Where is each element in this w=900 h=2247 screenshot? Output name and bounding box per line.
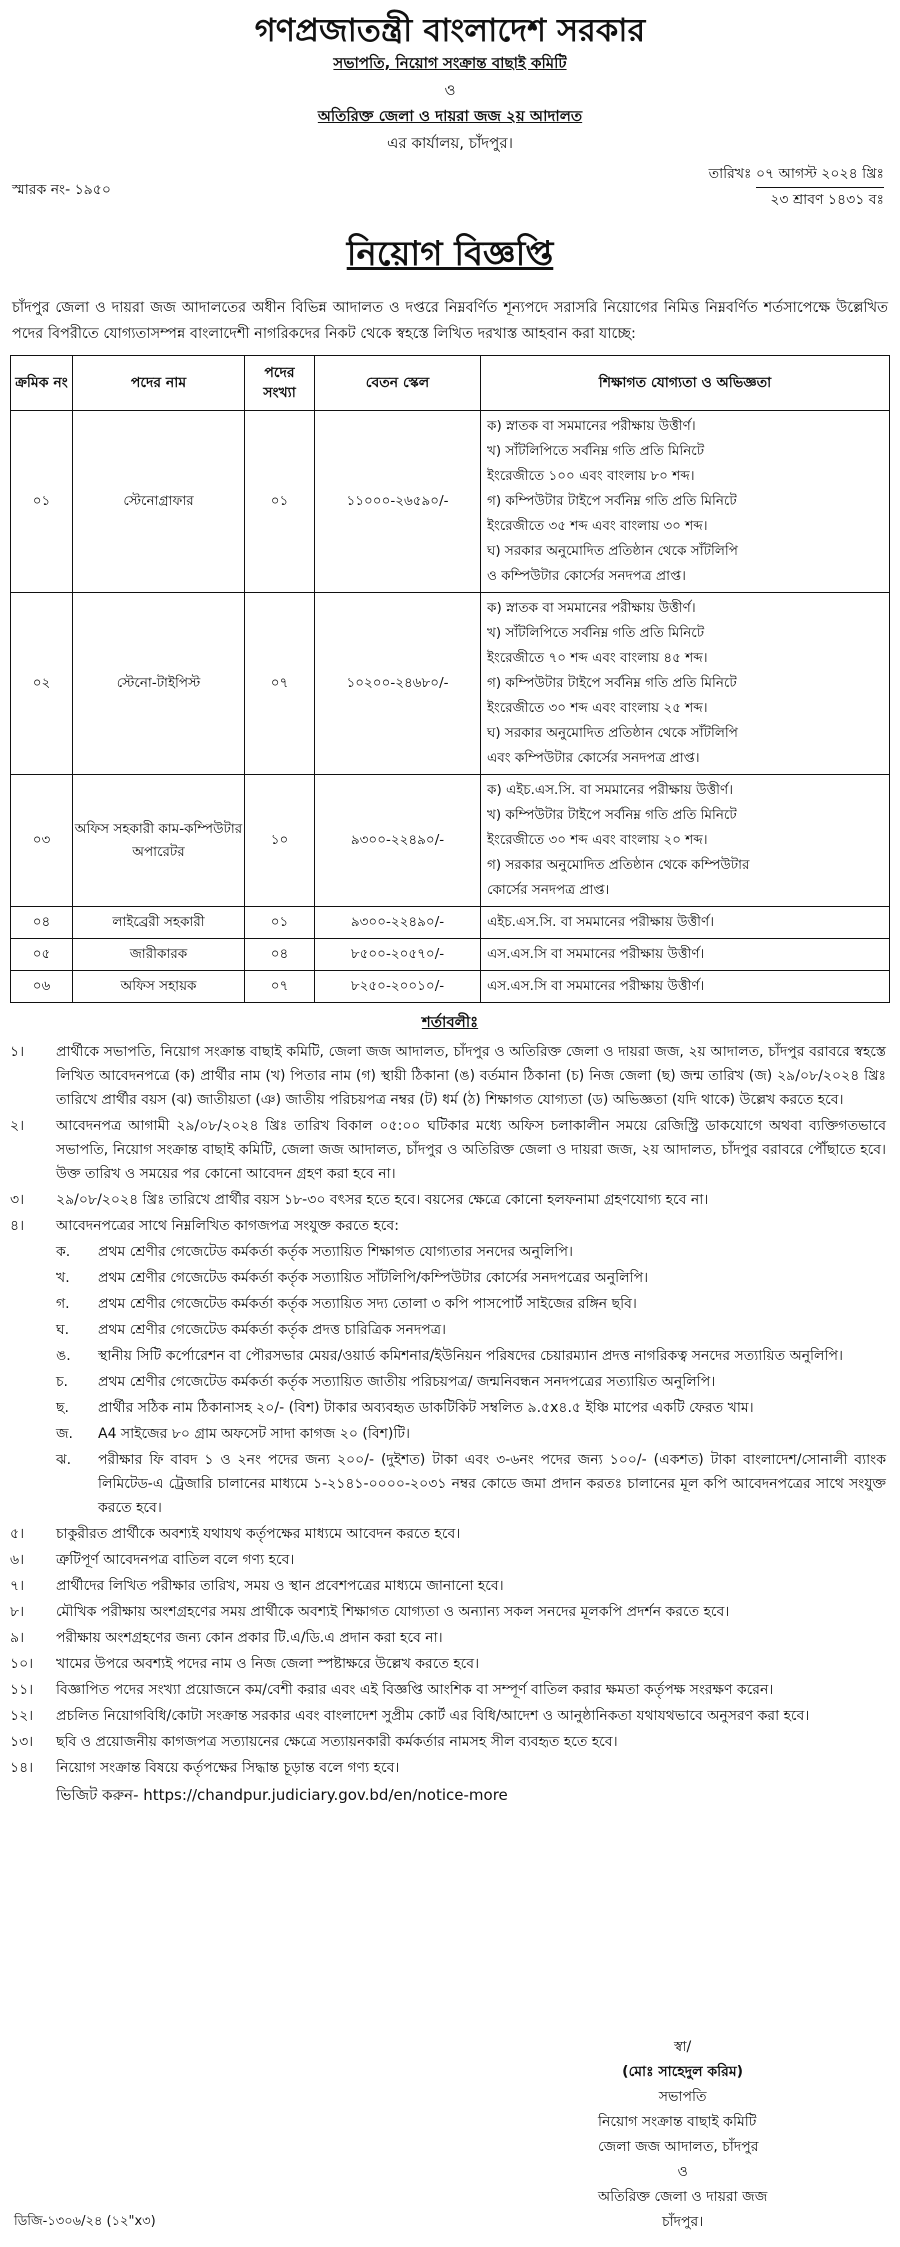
term-item-number: ৫। [10, 1526, 25, 1542]
signatory-line-2: জেলা জজ আদালত, চাঁদপুর [598, 2139, 759, 2155]
attachment-item-number: ঘ. [56, 1322, 70, 1338]
term-item-text: খামের উপরে অবশ্যই পদের নাম ও নিজ জেলা স্পষ্টাক্ষরে উল্লেখ করতে হবে। [56, 1656, 480, 1672]
count-cell: ০১ [245, 907, 315, 939]
qualification-line: কোর্সের সনদপত্র প্রাপ্ত। [487, 882, 610, 898]
qualification-cell [481, 593, 890, 775]
notice-title: নিয়োগ বিজ্ঞপ্তি [346, 234, 554, 274]
term-item-text: পরীক্ষায় অংশগ্রহণের জন্য কোন প্রকার টি.এ/ডি.এ প্রদান করা হবে না। [56, 1630, 443, 1646]
attachment-item [56, 1370, 890, 1394]
term-item-number: ৮। [10, 1604, 25, 1620]
term-item-number: ৭। [10, 1578, 25, 1594]
term-item-text: নিয়োগ সংক্রান্ত বিষয়ে কর্তৃপক্ষের সিদ্ধান্ত চূড়ান্ত বলে গণ্য হবে। [56, 1760, 400, 1776]
attachment-item-number: ঝ. [56, 1452, 72, 1468]
col-pay: বেতন স্কেল [315, 356, 481, 411]
pay-cell: ৮২৫০-২০০১০/- [315, 971, 481, 1003]
col-serial: ক্রমিক নং [11, 356, 73, 411]
qualification-line: গ) সরকার অনুমোদিত প্রতিষ্ঠান থেকে কম্পিউটার [487, 857, 750, 873]
term-item-number: ১০। [10, 1656, 34, 1672]
table-row [11, 775, 890, 907]
attachment-item-text: স্থানীয় সিটি কর্পোরেশন বা পৌরসভার মেয়র/ওয়ার্ড কমিশনার/ইউনিয়ন পরিষদের চেয়ারম্যান প্রদত্ত নাগরিকত্ব সনদের সত্যায়িত অনুলিপি। [98, 1348, 844, 1364]
table-header-row [11, 356, 890, 411]
signature-mark: স্বা/ [673, 2039, 692, 2055]
term-item-text: চাকুরীরত প্রার্থীকে অবশ্যই যথাযথ কর্তৃপক্ষের মাধ্যমে আবেদন করতে হবে। [56, 1526, 461, 1542]
term-item [10, 1522, 890, 1546]
date-label: তারিখঃ [708, 166, 752, 182]
col-count: পদের সংখ্যা [245, 356, 315, 411]
attachment-item-number: খ. [56, 1270, 70, 1286]
term-item-number: ১১। [10, 1682, 34, 1698]
qualification-line: ইংরেজীতে ৩০ শব্দ এবং বাংলায় ২৫ শব্দ। [487, 700, 708, 716]
term-item-number: ১। [10, 1044, 25, 1060]
qualification-cell [481, 775, 890, 907]
qualification-line: ও কম্পিউটার কোর্সের সনদপত্র প্রাপ্ত। [487, 568, 686, 584]
serial-cell: ০৩ [11, 775, 73, 907]
qualification-line: এস.এস.সি বা সমমানের পরীক্ষায় উত্তীর্ণ। [487, 946, 705, 962]
post-cell: জারীকারক [73, 939, 245, 971]
term-item-text: প্রার্থীদের লিখিত পরীক্ষার তারিখ, সময় ও স্থান প্রবেশপত্রের মাধ্যমে জানানো হবে। [56, 1578, 504, 1594]
qualification-line: ইংরেজীতে ৭০ শব্দ এবং বাংলায় ৪৫ শব্দ। [487, 650, 708, 666]
signatory-line-4: অতিরিক্ত জেলা ও দায়রা জজ [598, 2189, 768, 2205]
term-item [10, 1704, 890, 1728]
col-post: পদের নাম [73, 356, 245, 411]
attachment-item-number: গ. [56, 1296, 70, 1312]
qualification-line: এইচ.এস.সি. বা সমমানের পরীক্ষায় উত্তীর্ণ। [487, 914, 715, 930]
term-item [10, 1214, 890, 1238]
term-item [10, 1756, 890, 1780]
qualification-line: এবং কম্পিউটার কোর্সের সনদপত্র প্রাপ্ত। [487, 750, 700, 766]
pay-cell: ৮৫০০-২০৫৭০/- [315, 939, 481, 971]
qualification-line: গ) কম্পিউটার টাইপে সর্বনিম্ন গতি প্রতি মিনিটে [487, 493, 737, 509]
qualification-line: ঘ) সরকার অনুমোদিত প্রতিষ্ঠান থেকে সাঁটলিপি [487, 725, 738, 741]
count-cell: ০৭ [245, 593, 315, 775]
count-cell: ১০ [245, 775, 315, 907]
attachment-item-number: ক. [56, 1244, 71, 1260]
signatory-line-3: ও [677, 2164, 688, 2180]
intro-paragraph: চাঁদপুর জেলা ও দায়রা জজ আদালতের অধীন বিভিন্ন আদালত ও দপ্তরে নিম্নবর্ণিত শূন্যপদে সরাসরি নিয়োগের নিমিত্ত নিম্নবর্ণিত শর্তসাপেক্ষে উল্লেখিত পদের বিপরীতে যোগ্যতাসম্পন্ন বাংলাদেশী নাগরিকদের নিকট থেকে স্বহস্তে লিখিত দরখাস্ত আহবান করা যাচ্ছে: [12, 300, 888, 342]
count-cell: ০৪ [245, 939, 315, 971]
term-item-number: ৩। [10, 1192, 25, 1208]
attachment-item [56, 1344, 890, 1368]
terms-list-2 [10, 1522, 890, 1780]
term-item-number: ১৪। [10, 1760, 34, 1776]
footer-code: ডিজি-১৩০৬/২৪ (১২"x৩) [14, 2214, 156, 2229]
serial-cell: ০৬ [11, 971, 73, 1003]
qualification-cell [481, 411, 890, 593]
attachment-item-text: প্রার্থীর সঠিক নাম ঠিকানাসহ ২০/- (বিশ) টাকার অব্যবহৃত ডাকটিকিট সম্বলিত ৯.৫x৪.৫ ইঞ্চি মাপের একটি ফেরত খাম। [98, 1400, 754, 1416]
post-cell: অফিস সহায়ক [73, 971, 245, 1003]
qualification-line: খ) কম্পিউটার টাইপে সর্বনিম্ন গতি প্রতি মিনিটে [487, 807, 737, 823]
attachment-item [56, 1292, 890, 1316]
court-line: অতিরিক্ত জেলা ও দায়রা জজ ২য় আদালত [317, 107, 583, 125]
attachment-item-text: প্রথম শ্রেণীর গেজেটেড কর্মকর্তা কর্তৃক সত্যায়িত সদ্য তোলা ৩ কপি পাসপোর্ট সাইজের রঙ্গিন ছবি। [98, 1296, 637, 1312]
signatory-name: (মোঃ সাহেদুল করিম) [622, 2064, 744, 2080]
table-row [11, 971, 890, 1003]
post-cell: অফিস সহকারী কাম-কম্পিউটার অপারেটর [73, 775, 245, 907]
qualification-line: খ) সাঁটলিপিতে সর্বনিম্ন গতি প্রতি মিনিটে [487, 625, 705, 641]
qualification-line: ক) স্নাতক বা সমমানের পরীক্ষায় উত্তীর্ণ। [487, 600, 696, 616]
serial-cell: ০১ [11, 411, 73, 593]
attachment-item-text: প্রথম শ্রেণীর গেজেটেড কর্মকর্তা কর্তৃক সত্যায়িত জাতীয় পরিচয়পত্র/ জন্মনিবন্ধন সনদপত্রের সত্যায়িত অনুলিপি। [98, 1374, 716, 1390]
qualification-line: ক) স্নাতক বা সমমানের পরীক্ষায় উত্তীর্ণ। [487, 418, 696, 434]
attachment-item-text: প্রথম শ্রেণীর গেজেটেড কর্মকর্তা কর্তৃক সত্যায়িত সাঁটলিপি/কম্পিউটার কোর্সের সনদপত্রের অনুলিপি। [98, 1270, 649, 1286]
term-item [10, 1040, 890, 1112]
post-cell: স্টেনো-টাইপিস্ট [73, 593, 245, 775]
table-row [11, 907, 890, 939]
date-block [709, 162, 884, 213]
visit-link: ভিজিট করুন- https://chandpur.judiciary.gov.bd/en/notice-more [56, 1786, 508, 1804]
signature-block [598, 2035, 767, 2235]
qualification-line: ক) এইচ.এস.সি. বা সমমানের পরীক্ষায় উত্তীর্ণ। [487, 782, 734, 798]
term-item-number: ১৩। [10, 1734, 34, 1750]
attachment-item-number: চ. [56, 1374, 69, 1390]
col-qualification: শিক্ষাগত যোগ্যতা ও অভিজ্ঞতা [481, 356, 890, 411]
term-item [10, 1626, 890, 1650]
term-item [10, 1730, 890, 1754]
date-bangla: ২৩ শ্রাবণ ১৪৩১ বঃ [770, 192, 884, 208]
serial-cell: ০৪ [11, 907, 73, 939]
attachment-item [56, 1240, 890, 1264]
term-item [10, 1652, 890, 1676]
term-item-number: ১২। [10, 1708, 34, 1724]
qualification-cell [481, 971, 890, 1003]
signatory-line-5: চাঁদপুর। [662, 2214, 704, 2230]
pay-cell: ১০২০০-২৪৬৮০/- [315, 593, 481, 775]
count-cell: ০১ [245, 411, 315, 593]
date-english: ০৭ আগস্ট ২০২৪ খ্রিঃ [756, 162, 884, 188]
attachment-item [56, 1396, 890, 1420]
term-item [10, 1678, 890, 1702]
term-item-text: প্রচলিত নিয়োগবিধি/কোটা সংক্রান্ত সরকার এবং বাংলাদেশ সুপ্রীম কোর্ট এর বিধি/আদেশ ও আনুষ্ঠানিকতা যথাযথভাবে অনুসরণ করা হবে। [56, 1708, 810, 1724]
term-item-number: ৪। [10, 1218, 25, 1234]
vacancy-table [10, 355, 890, 1003]
term-item [10, 1600, 890, 1624]
attachment-item-text: A4 সাইজের ৮০ গ্রাম অফসেট সাদা কাগজ ২০ (বিশ)টি। [98, 1426, 411, 1442]
attachment-item-number: জ. [56, 1426, 73, 1442]
reference-row [10, 158, 890, 216]
post-cell: লাইব্রেরী সহকারী [73, 907, 245, 939]
qualification-line: ইংরেজীতে ৩০ শব্দ এবং বাংলায় ২০ শব্দ। [487, 832, 708, 848]
term-item [10, 1114, 890, 1186]
qualification-line: খ) সাঁটলিপিতে সর্বনিম্ন গতি প্রতি মিনিটে [487, 443, 705, 459]
attachment-item [56, 1422, 890, 1446]
term-item-text: মৌখিক পরীক্ষায় অংশগ্রহণের সময় প্রার্থীকে অবশ্যই শিক্ষাগত যোগ্যতা ও অন্যান্য সকল সনদের মূলকপি প্রদর্শন করতে হবে। [56, 1604, 730, 1620]
pay-cell: ৯৩০০-২২৪৯০/- [315, 775, 481, 907]
term-item-text: ছবি ও প্রয়োজনীয় কাগজপত্র সত্যায়নের ক্ষেত্রে সত্যায়নকারী কর্মকর্তার নামসহ সীল ব্যবহৃত হতে হবে। [56, 1734, 618, 1750]
qualification-line: গ) কম্পিউটার টাইপে সর্বনিম্ন গতি প্রতি মিনিটে [487, 675, 737, 691]
count-cell: ০৭ [245, 971, 315, 1003]
attachment-item-text: প্রথম শ্রেণীর গেজেটেড কর্মকর্তা কর্তৃক সত্যায়িত শিক্ষাগত যোগ্যতার সনদের অনুলিপি। [98, 1244, 573, 1260]
attachment-item-number: ঙ. [56, 1348, 71, 1364]
qualification-cell [481, 907, 890, 939]
term-item-number: ৬। [10, 1552, 25, 1568]
table-row [11, 411, 890, 593]
term-item [10, 1574, 890, 1598]
terms-list [10, 1040, 890, 1238]
term-item-number: ২। [10, 1118, 25, 1134]
memo-number: স্মারক নং- ১৯৫০ [12, 182, 111, 198]
qualification-line: ইংরেজীতে ৩৫ শব্দ এবং বাংলায় ৩০ শব্দ। [487, 518, 708, 534]
attachments-list [10, 1240, 890, 1520]
term-item-text: আবেদনপত্র আগামী ২৯/০৮/২০২৪ খ্রিঃ তারিখ বিকাল ০৫:০০ ঘটিকার মধ্যে অফিস চলাকালীন সময়ে রেজিস্ট্রি ডাকযোগে অথবা ব্যক্তিগতভাবে সভাপতি, নিয়োগ সংক্রান্ত বাছাই কমিটি, জেলা জজ আদালত, চাঁদপুর ও অতিরিক্ত জেলা ও দায়রা জজ, ২য় আদালত, চাঁদপুর বরাবরে পৌঁছাতে হবে। উক্ত তারিখ ও সময়ের পর কোনো আবেদন গ্রহণ করা হবে না। [56, 1118, 886, 1182]
pay-cell: ৯৩০০-২২৪৯০/- [315, 907, 481, 939]
table-body [11, 411, 890, 1003]
attachment-item-text: পরীক্ষার ফি বাবদ ১ ও ২নং পদের জন্য ২০০/- (দুইশত) টাকা এবং ৩-৬নং পদের জন্য ১০০/- (একশত) টাকা বাংলাদেশ/সোনালী ব্যাংক লিমিটেড-এ ট্রেজারি চালানের মাধ্যমে ১-২১৪১-০০০০-২০৩১ নম্বর কোডে জমা প্রদান করতঃ চালানের মূল কপি আবেদনপত্রের সাথে সংযুক্ত করতে হবে। [98, 1452, 886, 1516]
qualification-line: এস.এস.সি বা সমমানের পরীক্ষায় উত্তীর্ণ। [487, 978, 705, 994]
term-item [10, 1188, 890, 1212]
term-item-text: আবেদনপত্রের সাথে নিম্নলিখিত কাগজপত্র সংযুক্ত করতে হবে: [56, 1218, 399, 1234]
pay-cell: ১১০০০-২৬৫৯০/- [315, 411, 481, 593]
attachment-item-number: ছ. [56, 1400, 69, 1416]
qualification-line: ইংরেজীতে ১০০ এবং বাংলায় ৮০ শব্দ। [487, 468, 695, 484]
terms-title: শর্তাবলীঃ [421, 1013, 479, 1031]
qualification-line: ঘ) সরকার অনুমোদিত প্রতিষ্ঠান থেকে সাঁটলিপি [487, 543, 738, 559]
header [10, 10, 890, 156]
serial-cell: ০২ [11, 593, 73, 775]
term-item-text: বিজ্ঞাপিত পদের সংখ্যা প্রয়োজনে কম/বেশী করার এবং এই বিজ্ঞপ্তি আংশিক বা সম্পূর্ণ বাতিল করার ক্ষমতা কর্তৃপক্ষ সংরক্ষণ করেন। [56, 1682, 774, 1698]
attachment-item [56, 1448, 890, 1520]
serial-cell: ০৫ [11, 939, 73, 971]
term-item-text: ২৯/০৮/২০২৪ খ্রিঃ তারিখে প্রার্থীর বয়স ১৮-৩০ বৎসর হতে হবে। বয়সের ক্ষেত্রে কোনো হলফনামা গ্রহণযোগ্য হবে না। [56, 1192, 709, 1208]
signatory-line-1: নিয়োগ সংক্রান্ত বাছাই কমিটি [598, 2114, 757, 2130]
term-item [10, 1548, 890, 1572]
government-name: গণপ্রজাতন্ত্রী বাংলাদেশ সরকার [254, 11, 646, 49]
conjunction: ও [444, 81, 456, 99]
signatory-role: সভাপতি [658, 2089, 707, 2105]
attachment-item [56, 1318, 890, 1342]
attachment-item-text: প্রথম শ্রেণীর গেজেটেড কর্মকর্তা কর্তৃক প্রদত্ত চারিত্রিক সনদপত্র। [98, 1322, 447, 1338]
qualification-cell [481, 939, 890, 971]
table-row [11, 939, 890, 971]
attachment-item [56, 1266, 890, 1290]
table-row [11, 593, 890, 775]
post-cell: স্টেনোগ্রাফার [73, 411, 245, 593]
committee-line: সভাপতি, নিয়োগ সংক্রান্ত বাছাই কমিটি [333, 54, 567, 72]
term-item-text: প্রার্থীকে সভাপতি, নিয়োগ সংক্রান্ত বাছাই কমিটি, জেলা জজ আদালত, চাঁদপুর ও অতিরিক্ত জেলা ও দায়রা জজ, ২য় আদালত, চাঁদপুর বরাবরে স্বহস্তে লিখিত আবেদনপত্রে (ক) প্রার্থীর নাম (খ) পিতার নাম (গ) স্থায়ী ঠিকানা (ঙ) বর্তমান ঠিকানা (চ) নিজ জেলা (ছ) জন্ম তারিখ (জ) ২৯/০৮/২০২৪ খ্রিঃ তারিখে প্রার্থীর বয়স (ঝ) জাতীয়তা (ঞ) জাতীয় পরিচয়পত্র নম্বর (ট) ধর্ম (ঠ) শিক্ষাগত যোগ্যতা (ড) অভিজ্ঞতা (যদি থাকে) উল্লেখ করতে হবে। [56, 1044, 886, 1108]
term-item-number: ৯। [10, 1630, 25, 1646]
office-line: এর কার্যালয়, চাঁদপুর। [387, 134, 513, 152]
term-item-text: ত্রুটিপূর্ণ আবেদনপত্র বাতিল বলে গণ্য হবে। [56, 1552, 295, 1568]
